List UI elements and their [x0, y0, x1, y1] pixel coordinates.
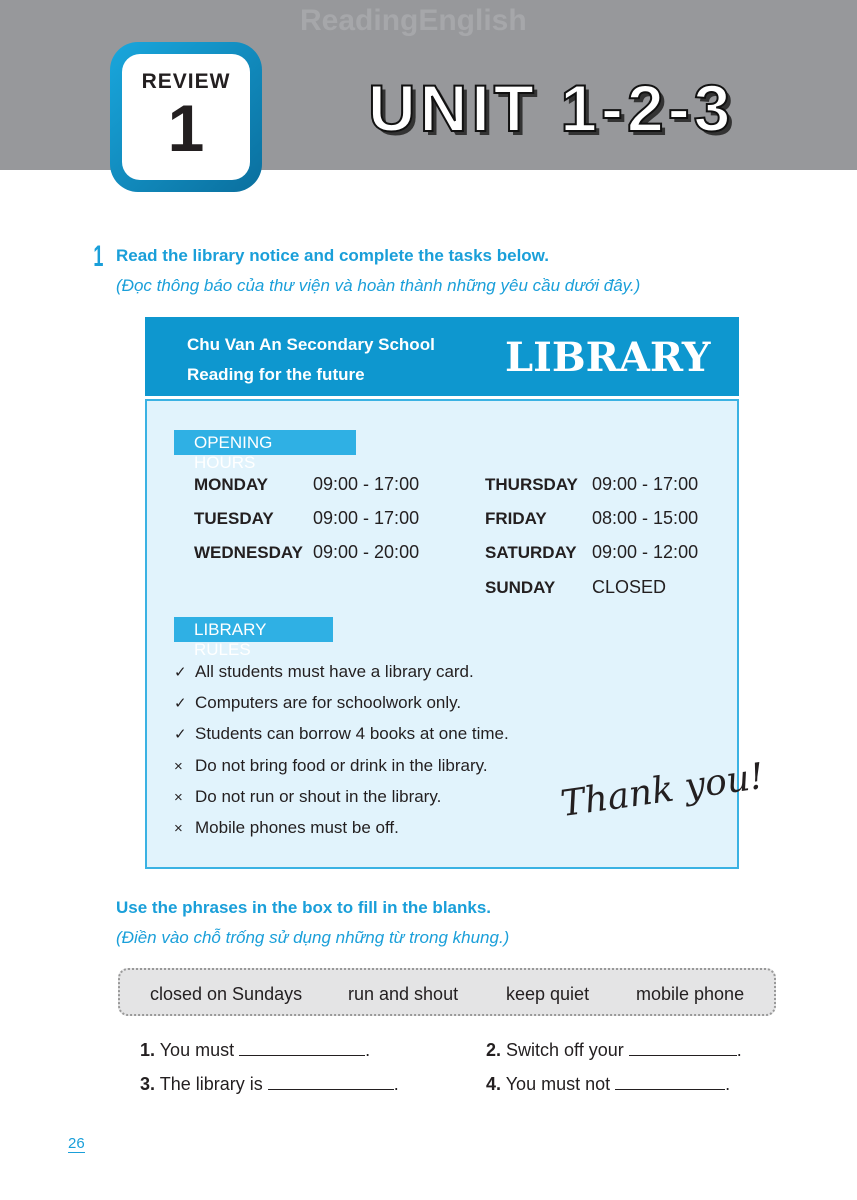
question-1: 1. You must . — [140, 1040, 371, 1060]
school-name: Chu Van An Secondary School — [187, 335, 435, 354]
library-rules-label: LIBRARY RULES — [174, 617, 333, 642]
cross-icon: × — [174, 758, 183, 775]
rule-item — [174, 662, 474, 682]
day: SATURDAY — [485, 543, 577, 562]
task-number: 1 — [93, 240, 104, 273]
slogan: Reading for the future — [187, 365, 365, 384]
phrase: keep quiet — [506, 984, 590, 1004]
rule-item — [174, 787, 441, 807]
phrase: run and shout — [348, 984, 459, 1004]
rule-item — [174, 756, 488, 776]
unit-title: UNIT 1-2-3 — [368, 71, 735, 145]
cross-icon: × — [174, 789, 183, 806]
review-badge — [110, 42, 262, 192]
time: 09:00 - 17:00 — [592, 474, 699, 494]
task2-instruction: Use the phrases in the box to fill in the blanks. — [116, 898, 492, 917]
rule-item — [174, 693, 461, 713]
time: 09:00 - 12:00 — [592, 542, 699, 562]
notice-header — [145, 317, 739, 396]
answer-blank[interactable] — [268, 1074, 394, 1090]
answer-blank[interactable] — [239, 1040, 365, 1056]
rule-text: Do not bring food or drink in the library. — [195, 756, 488, 775]
check-icon: ✓ — [174, 664, 187, 681]
phrase: closed on Sundays — [150, 984, 303, 1004]
question-4: 4. You must not . — [486, 1074, 731, 1094]
rule-text: Do not run or shout in the library. — [195, 787, 442, 806]
page-number: 26 — [68, 1135, 85, 1152]
rule-text: Computers are for schoolwork only. — [195, 693, 462, 712]
opening-hours-label: OPENING HOURS — [174, 430, 356, 455]
time: 09:00 - 17:00 — [313, 474, 420, 494]
rule-text: Mobile phones must be off. — [195, 818, 399, 837]
thank-you-text: Thank you! — [558, 755, 767, 826]
time: CLOSED — [592, 577, 667, 597]
time: 09:00 - 20:00 — [313, 542, 420, 562]
phrase-box — [118, 968, 776, 1016]
day: TUESDAY — [194, 509, 274, 528]
day: FRIDAY — [485, 509, 547, 528]
badge-number: 1 — [167, 91, 205, 165]
watermark: ReadingEnglish — [300, 4, 527, 37]
day: MONDAY — [194, 475, 268, 494]
check-icon: ✓ — [174, 695, 187, 712]
check-icon: ✓ — [174, 726, 187, 743]
day: THURSDAY — [485, 475, 578, 494]
rule-item — [174, 724, 509, 744]
time: 09:00 - 17:00 — [313, 508, 420, 528]
rule-text: All students must have a library card. — [195, 662, 474, 681]
cross-icon: × — [174, 820, 183, 837]
day: SUNDAY — [485, 578, 556, 597]
phrase: mobile phone — [636, 984, 745, 1004]
time: 08:00 - 15:00 — [592, 508, 699, 528]
answer-blank[interactable] — [615, 1074, 725, 1090]
question-2: 2. Switch off your . — [486, 1040, 742, 1060]
answer-blank[interactable] — [629, 1040, 737, 1056]
day: WEDNESDAY — [194, 543, 303, 562]
question-3: 3. The library is . — [140, 1074, 399, 1094]
task1-instruction: Read the library notice and complete the tasks below. — [116, 246, 549, 265]
task2-translation: (Điền vào chỗ trống sử dụng những từ trong khung.) — [116, 928, 510, 947]
rule-text: Students can borrow 4 books at one time. — [195, 724, 509, 743]
task1-translation: (Đọc thông báo của thư viện và hoàn thành những yêu cầu dưới đây.) — [116, 276, 641, 295]
rule-item — [174, 818, 399, 838]
badge-label: REVIEW — [141, 70, 231, 93]
library-title: LIBRARY — [505, 334, 711, 381]
